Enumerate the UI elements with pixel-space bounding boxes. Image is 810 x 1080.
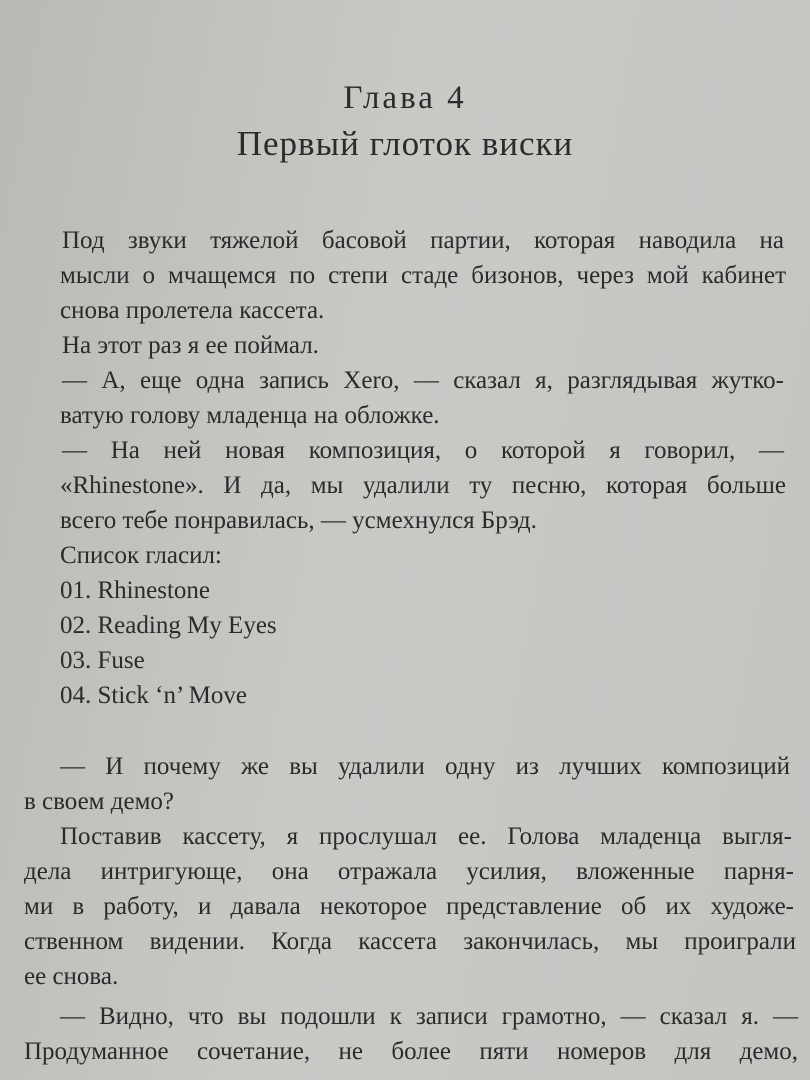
track-item: 02. Reading My Eyes: [60, 612, 277, 639]
track-item: 04. Stick ‘n’ Move: [60, 682, 248, 709]
text-line: снова пролетела кассета.: [60, 297, 325, 324]
text-line: в своем демо?: [24, 788, 174, 815]
text-line: — И почему же вы удалили одну из лучших композиций: [60, 753, 790, 780]
text-line: «Rhinestone». И да, мы удалили ту песню, которая больше: [60, 472, 786, 499]
track-item: 03. Fuse: [60, 647, 145, 674]
text-line: ватую голову младенца на обложке.: [60, 402, 440, 429]
text-line: ственном видении. Когда кассета закончилась, мы проиграли: [24, 928, 796, 955]
text-line: — Видно, что вы подошли к записи грамотно, — сказал я. —: [60, 1003, 798, 1030]
text-line: Список гласил:: [60, 542, 222, 569]
chapter-title: Первый глоток виски: [236, 124, 574, 163]
track-item: 01. Rhinestone: [60, 577, 210, 604]
text-line: ее снова.: [24, 963, 119, 990]
text-line: — На ней новая композиция, о которой я говорил, —: [62, 437, 784, 464]
text-line: дела интригующе, она отражала усилия, вложенные парня-: [24, 858, 794, 885]
text-line: всего тебе понравилась, — усмехнулся Брэд.: [60, 507, 537, 534]
text-line: — А, еще одна запись Xero, — сказал я, разглядывая жутко-: [62, 367, 784, 394]
text-line: мысли о мчащемся по степи стаде бизонов, через мой кабинет: [60, 262, 786, 289]
text-line: ми в работу, и давала некоторое представление об их художе-: [24, 893, 794, 920]
text-line: Поставив кассету, я прослушал ее. Голова младенца выгля-: [60, 823, 792, 850]
chapter-number: Глава 4: [343, 80, 467, 116]
text-line: На этот раз я ее поймал.: [62, 332, 319, 359]
text-line: Под звуки тяжелой басовой партии, которая наводила на: [62, 227, 784, 254]
text-line: Продуманное сочетание, не более пяти номеров для демо,: [24, 1038, 798, 1065]
